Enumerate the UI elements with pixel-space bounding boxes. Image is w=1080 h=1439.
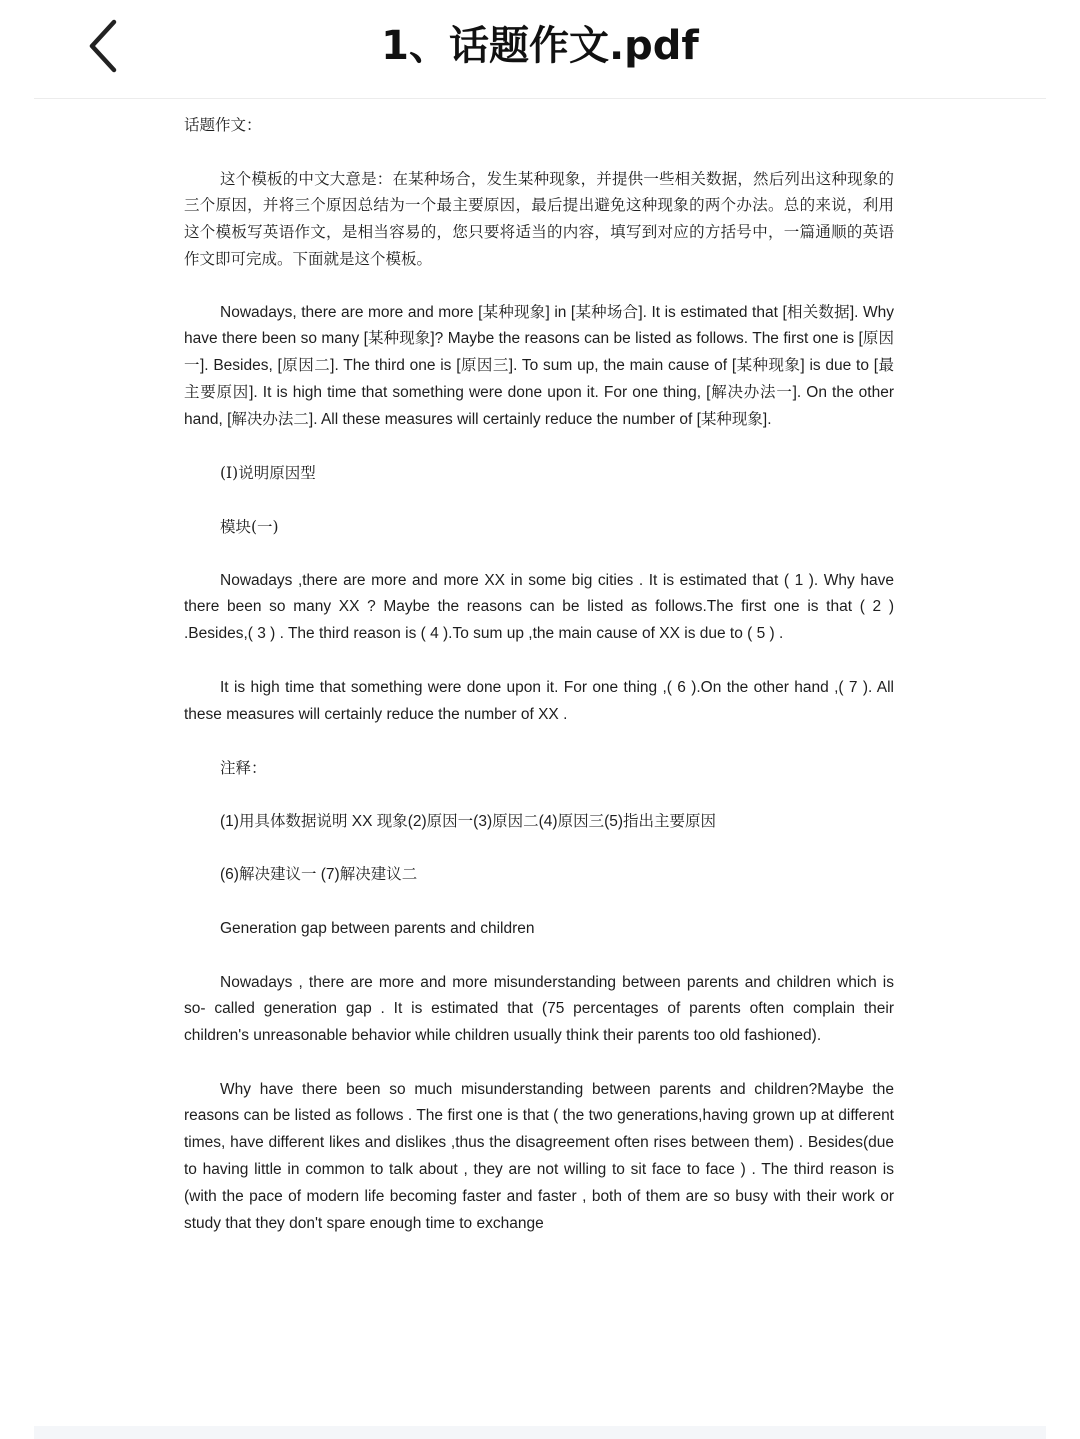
document-title: 1、话题作文.pdf	[381, 23, 699, 69]
doc-module-paragraph-1: Nowadays ,there are more and more XX in some big cities . It is estimated that ( 1 ). Why have there been so many XX ? Maybe the reasons can be listed as follows.The first one is that ( 2 ) .Besides,( 3 ) . The third reason is ( 4 ).To sum up ,the main cause of XX is due to ( 5 ) .	[184, 571, 894, 643]
doc-intro-paragraph: 这个模板的中文大意是：在某种场合，发生某种现象，并提供一些相关数据，然后列出这种现象的三个原因，并将三个原因总结为一个最主要原因，最后提出避免这种现象的两个办法。总的来说，利用这个模板写英语作文，是相当容易的，您只要将适当的内容，填写到对应的方括号中，一篇通顺的英语作文即可完成。下面就是这个模板。	[184, 169, 894, 268]
chevron-left-icon	[78, 14, 134, 78]
header-divider	[34, 98, 1046, 99]
back-button[interactable]	[78, 14, 134, 78]
top-bar	[0, 0, 1080, 98]
doc-notes-heading: 注释：	[220, 759, 267, 778]
pdf-page[interactable]	[184, 112, 894, 1292]
doc-essay-paragraph-2: Why have there been so much misunderstanding between parents and children?Maybe the reasons can be listed as follows . The first one is that ( the two generations,having grown up at different times, have different likes and dislikes ,thus the disagreement often rises between them) . Besides(due to having little in common to talk about , they are not willing to sit face to face ) . The third reason is (with the pace of modern life becoming faster and faster , both of them are so busy with their work or study that they don't spare enough time to exchange	[184, 1080, 894, 1232]
doc-type-heading: (I)说明原因型	[220, 464, 316, 483]
doc-heading: 话题作文：	[184, 116, 262, 134]
doc-module-heading: 模块(一)	[220, 517, 279, 536]
doc-essay-paragraph-1: Nowadays , there are more and more misunderstanding between parents and children which is so- called generation gap . It is estimated that (75 percentages of parents often complain their children's unreasonable behavior while children usually think their parents too old fashioned).	[184, 973, 894, 1045]
doc-notes-line-1: (1)用具体数据说明 XX 现象(2)原因一(3)原因二(4)原因三(5)指出主要原因	[220, 812, 717, 830]
bottom-bar	[34, 1426, 1046, 1439]
doc-essay-title: Generation gap between parents and children	[220, 919, 535, 937]
doc-notes-line-2: (6)解决建议一 (7)解决建议二	[220, 866, 418, 884]
doc-template-paragraph: Nowadays, there are more and more [某种现象] in [某种场合]. It is estimated that [相关数据]. Why have there been so many [某种现象]? Maybe the reasons can be listed as follows. The first one is [原因一]. Besides, [原因二]. The third one is [原因三]. To sum up, the main cause of [某种现象] is due to [最主要原因]. It is high time that something were done upon it. For one thing, [解决办法一]. On the other hand, [解决办法二]. All these measures will certainly reduce the number of [某种现象].	[184, 303, 894, 428]
doc-module-paragraph-2: It is high time that something were done upon it. For one thing ,( 6 ).On the other hand ,( 7 ). All these measures will certainly reduce the number of XX .	[184, 678, 894, 723]
